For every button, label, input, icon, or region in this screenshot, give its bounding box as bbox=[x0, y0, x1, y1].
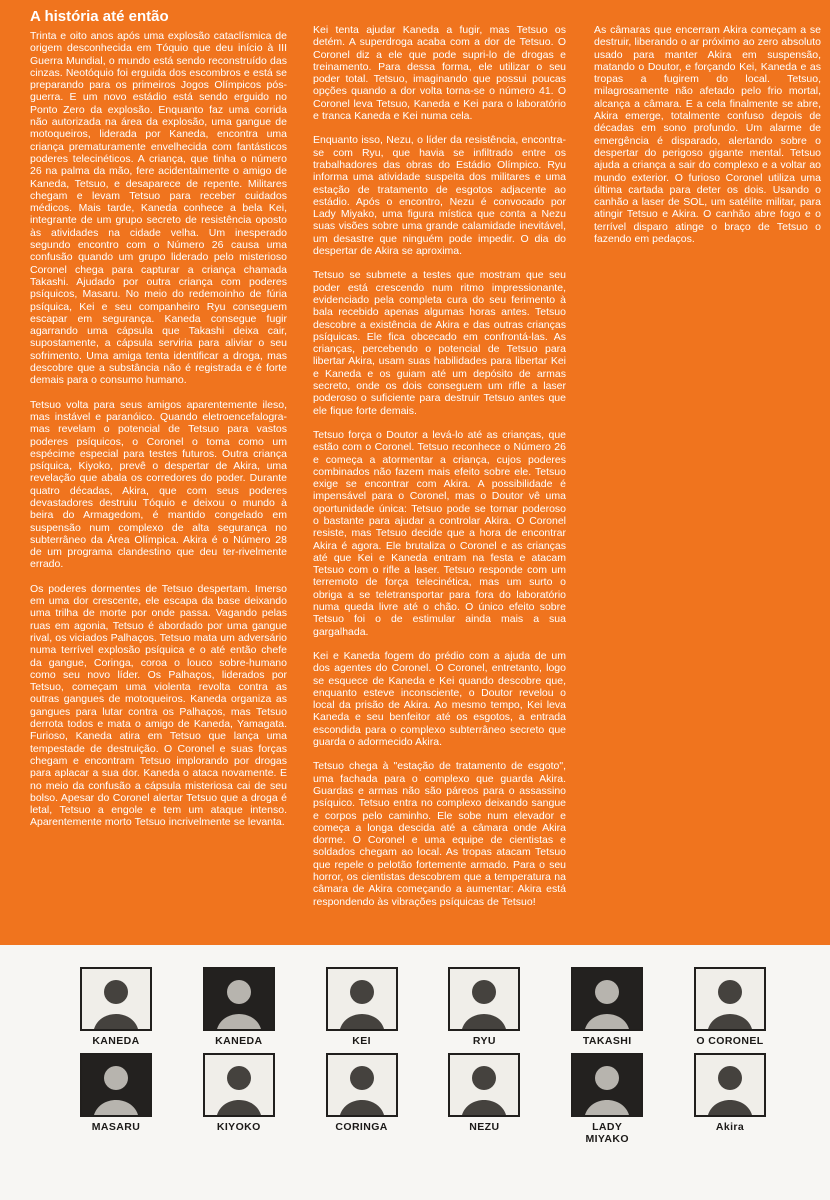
character-grid bbox=[0, 945, 830, 1200]
character-cell bbox=[694, 1053, 766, 1133]
character-cell bbox=[694, 967, 766, 1047]
character-name: KIYOKO bbox=[216, 1121, 261, 1133]
character-cell bbox=[448, 967, 520, 1047]
paragraph: As câmaras que encerram Akira começam a se destruir, liberando o ar próximo ao zero absoluto usado para manter Akira em suspensão, matando o Doutor, e forçando Kei, Kaneda e as tropas a fugirem do local. Tetsuo, milagrosamente não afetado pelo frio mortal, alcança a câmara. E a cela finalmente se abre, Akira emerge, totalmente confuso depois de décadas em sono profundo. Um alarme de emergência é disparado, alertando sobre o despertar do perigoso gigante mental. Tetsuo ajuda a criança a sair do complexo e a voltar ao mundo exterior. O furioso Coronel utiliza uma última cartada para deter os dois. Usando o canhão a laser de SOL, um satélite militar, para atingir Tetsuo e Akira. O canhão abre fogo e o terrível disparo atinge o braço de Tetsuo o fazendo em pedaços. bbox=[594, 24, 821, 246]
portrait-image bbox=[694, 1053, 766, 1117]
paragraph: Tetsuo volta para seus amigos aparentemente ileso, mas instável e paranóico. Quando eletroencefalogra-mas revelam o potencial de Tetsuo para vastos poderes psíquicos, o Coronel o toma como um espécime especial para testes futuros. Outra criança psíquica, Kiyoko, prevê o despertar de Akira, uma revelação que abala os corredores do poder. Durante quatro décadas, Akira, que com seus poderes devastadores destruiu Tóquio e deixou o mundo à beira do Armagedom, é mantido congelado em suspensão num complexo de alta segurança no subterrâneo da Área Olímpica. Akira é o Número 28 de um programa clandestino que deu ter-rivelmente errado. bbox=[30, 398, 287, 571]
character-cell bbox=[448, 1053, 520, 1133]
character-name: KEI bbox=[352, 1035, 371, 1047]
story-column-2 bbox=[313, 0, 566, 920]
character-name: CORINGA bbox=[335, 1121, 388, 1133]
portrait-image bbox=[80, 1053, 152, 1117]
portrait-image bbox=[571, 967, 643, 1031]
paragraph: Tetsuo se submete a testes que mostram que seu poder está crescendo num ritmo impressionante, evidenciado pela completa cura do seu ferimento à bala recebido apenas algumas horas antes. Tetsuo descobre a existência de Akira e das outras crianças psíquicas. Ele fica obcecado em confrontá-las. As crianças, percebendo o potencial de Tetsuo para libertar Akira, usam suas habilidades para libertar Kei e Kaneda e os guiam até um depósito de armas secreto, onde os dois conseguem um rifle a laser poderoso o suficiente para destruir Tetsuo antes que ele fique forte demais. bbox=[313, 269, 566, 417]
character-name: KANEDA bbox=[215, 1035, 263, 1047]
character-cell bbox=[203, 1053, 275, 1133]
portrait-image bbox=[694, 967, 766, 1031]
character-cell bbox=[80, 967, 152, 1047]
character-name: RYU bbox=[472, 1035, 496, 1047]
paragraph: Kei e Kaneda fogem do prédio com a ajuda de um dos agentes do Coronel. O Coronel, entretanto, logo se esquece de Kaneda e Kei quando descobre que, enquanto esteve inconsciente, o Doutor revelou o local da prisão de Akira. Ao mesmo tempo, Kei leva Kaneda e seu benfeitor até os esgotos, a entrada escondida para o complexo subterrâneo secreto que guarda o adormecido Akira. bbox=[313, 649, 566, 749]
paragraph: Kei tenta ajudar Kaneda a fugir, mas Tetsuo os detém. A superdroga acaba com a dor de Tetsuo. O Coronel diz a ele que pode supri-lo de drogas e treinamento. Para dessa forma, ele utilizar o seu poder total. Tetsuo, imaginando que possui poucas opções quando a dor volta torna-se o número 41. O Coronel leva Tetsuo, Kaneda e Kei para o laboratório e tranca Kaneda e Kei numa cela. bbox=[313, 24, 566, 123]
story-column-3 bbox=[594, 0, 821, 257]
paragraph: Os poderes dormentes de Tetsuo despertam. Imerso em uma dor crescente, ele escapa da base deixando uma trilha de morte por onde passa. Vagando pelas ruas em agonia, Tetsuo é abordado por uma gangue rival, os viciados Palhaços. Tetsuo mata um adversário numa terrível explosão psíquica e o até então chefe da gangue, Coringa, coroa o louco sobre-humano como seu novo líder. Os Palhaços, liderados por Tetsuo, começam uma violenta revolta contra as outras gangues de motoqueiros. Kaneda organiza as gangues para lutar contra os Palhaços, mas Tetsuo derrota todos e mata o amigo de Kaneda, Yamagata. Furioso, Kaneda atira em Tetsuo que lança uma tempestade de destruição. O Coronel e suas forças chegam e encontram Tetsuo implorando por drogas para aplacar a sua dor. Kaneda o ataca novamente. E no meio da confusão a cápsula misteriosa cai de seu bolso. Apesar do Coronel alertar Tetsuo que a droga é letal, Tetsuo a engole e tem um ataque intenso. Aparentemente morto Tetsuo incrivelmente se levanta. bbox=[30, 582, 287, 829]
character-cell bbox=[326, 1053, 398, 1133]
portrait-image bbox=[571, 1053, 643, 1117]
portrait-image bbox=[448, 967, 520, 1031]
character-name: O CORONEL bbox=[696, 1035, 764, 1047]
character-cell bbox=[203, 967, 275, 1047]
character-row-2 bbox=[0, 1053, 830, 1145]
character-name: LADY MIYAKO bbox=[585, 1121, 629, 1145]
character-row-1 bbox=[0, 967, 830, 1047]
character-cell bbox=[571, 967, 643, 1047]
portrait-image bbox=[203, 1053, 275, 1117]
character-name: Akira bbox=[715, 1121, 745, 1133]
paragraph: Tetsuo chega à "estação de tratamento de esgoto", uma fachada para o complexo que guarda Akira. Guardas e armas não são páreos para o assassino psíquico. Tetsuo entra no complexo deixando sangue e corpos pelo caminho. Ele sobe num elevador e começa a longa descida até a câmara onde Akira dorme. O Coronel e uma equipe de cientistas e soldados chegam ao local. As tropas atacam Tetsuo que repele o pelotão fortemente armado. Para o seu horror, os cientistas descobrem que a temperatura na câmara de Akira começando a aumentar: Akira está respondendo às vibrações psíquicas de Tetsuo! bbox=[313, 760, 566, 908]
paragraph: Trinta e oito anos após uma explosão cataclísmica de origem desconhecida em Tóquio que deu início à III Guerra Mundial, o mundo está sendo reconstruído das cinzas. Neotóquio foi erguida dos escombros e está se preparando para os primeiros Jogos Olímpicos pós-guerra. E um novo estádio está sendo erguido no Ponto Zero da explosão. Enquanto faz uma corrida não autorizada na área da explosão, uma gangue de motoqueiros, liderada por Kaneda, encontra uma criança prematuramente envelhecida com fantásticos poderes telecinéticos. A criança, que tinha o número 26 na palma da mão, fere acidentalmente o amigo de Kaneda, Tetsuo, e desaparece de repente. Militares chegam e levam Tetsuo para receber cuidados médicos. Mais tarde, Kaneda conhece a bela Kei, integrante de um grupo secreto de resistência oposto às atividades na cidade velha. Um inesperado segundo encontro com o Número 26 causa uma confusão quando um grupo liderado pelo misterioso Coronel chega para capturar a criança chamada Takashi. Ajudado por outra criança com poderes psíquicos, Masaru. No meio do redemoinho de fúria psíquica, Kei e seu companheiro Ryu conseguem escapar em segurança. Kaneda consegue fugir agarrando uma cápsula que Takashi deixa cair, supostamente, a cápsula serviria para aliviar o seu sofrimento. Uma amiga tenta identificar a droga, mas descobre que a substância não é registrada e é forte demais para o consumo humano. bbox=[30, 30, 287, 387]
character-cell bbox=[326, 967, 398, 1047]
paragraph: Enquanto isso, Nezu, o líder da resistência, encontra-se com Ryu, que havia se infiltrado entre os trabalhadores das obras do Estádio Olímpico. Ryu informa uma atividade suspeita dos militares e uma estação de tratamento de esgotos adjacente ao estádio. Após o encontro, Nezu é convocado por Lady Miyako, uma figura mística que conta a Nezu suas visões sobre uma grande calamidade inevitável, um desastre que ninguém pode impedir. O dia do despertar de Akira se aproxima. bbox=[313, 134, 566, 258]
portrait-image bbox=[80, 967, 152, 1031]
paragraph: Tetsuo força o Doutor a levá-lo até as crianças, que estão com o Coronel. Tetsuo reconhece o Número 26 e começa a atormentar a criança, cujos poderes combinados não fazem mais efeito sobre ele. Tetsuo exige se encontrar com Akira. A possibilidade é impensável para o Coronel, mas o Doutor vê uma oportunidade única: Tetsuo pode se tornar poderoso o bastante para ajudar a controlar Akira. O Coronel resiste, mas Tetsuo decide que a hora de encontrar Akira é agora. Ele brutaliza o Coronel e as crianças até que Kei e Kaneda entram na festa e atacam Tetsuo com o rifle a laser. Tetsuo responde com um terremoto de força telecinética, mas um surto o obriga a se teletransportar para fora do laboratório numa queda livre até o chão. O único efeito sobre Tetsuo foi o de estimular ainda mais a sua gargalhada. bbox=[313, 428, 566, 638]
character-cell bbox=[80, 1053, 152, 1133]
portrait-image bbox=[203, 967, 275, 1031]
page-title: A história até então bbox=[30, 8, 169, 25]
story-column-1 bbox=[30, 0, 287, 841]
character-cell bbox=[571, 1053, 643, 1145]
character-name: TAKASHI bbox=[582, 1035, 632, 1047]
portrait-image bbox=[448, 1053, 520, 1117]
character-name: NEZU bbox=[469, 1121, 500, 1133]
portrait-image bbox=[326, 967, 398, 1031]
character-name: MASARU bbox=[91, 1121, 141, 1133]
portrait-image bbox=[326, 1053, 398, 1117]
character-name: KANEDA bbox=[92, 1035, 140, 1047]
